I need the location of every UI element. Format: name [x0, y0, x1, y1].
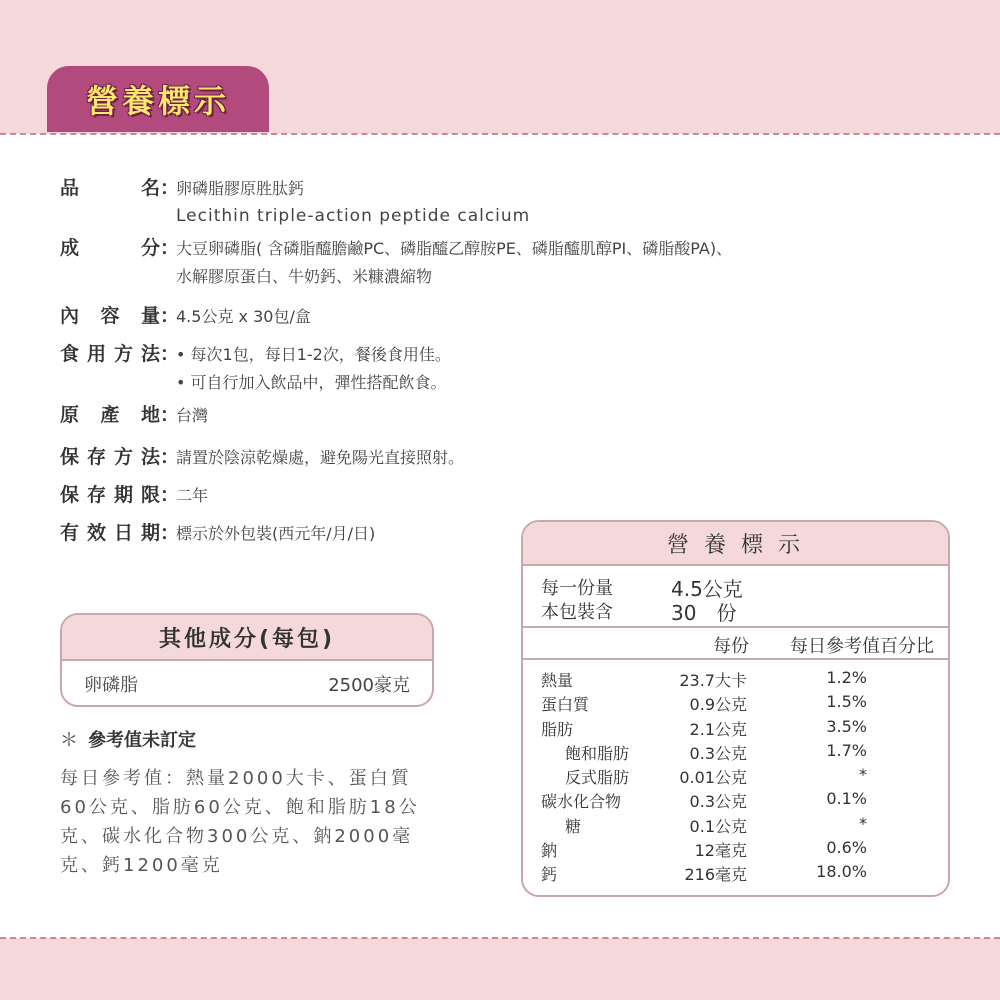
info-value-line: 水解膠原蛋白、牛奶鈣、米糠濃縮物 [176, 267, 433, 286]
info-row [60, 521, 375, 546]
info-value [176, 236, 732, 292]
nutrient-daily-value: * [859, 813, 867, 833]
info-value [176, 304, 311, 329]
nutrient-per-serving: 2.1公克 [689, 719, 747, 739]
nutrient-daily-value: 18.0% [816, 862, 867, 882]
other-ingredients-row [62, 661, 432, 707]
nutrient-per-serving: 216毫克 [684, 865, 747, 885]
pack-label: 本包裝含 [541, 602, 613, 623]
nutrient-name: 鈉 [541, 841, 558, 861]
nutrient-per-serving: 0.3公克 [689, 792, 747, 812]
info-label: 品 名 [60, 177, 160, 199]
info-label: 保 存 期 限 [60, 484, 160, 506]
nutrient-daily-value: 3.5% [826, 716, 867, 736]
info-label: 內 容 量 [60, 305, 160, 327]
note-title [60, 726, 196, 752]
nutrition-row [523, 666, 948, 690]
nutrient-name: 碳水化合物 [541, 792, 622, 812]
nutrition-row [523, 812, 948, 836]
info-row [60, 342, 451, 398]
nutrient-per-serving: 0.1公克 [689, 816, 747, 836]
info-value-line: 標示於外包裝(西元年/月/日) [176, 524, 376, 543]
serving-label: 每一份量 [541, 578, 613, 599]
info-value-line: • 可自行加入飲品中，彈性搭配飲食。 [176, 373, 447, 392]
divider-bottom [0, 937, 1000, 939]
col-daily-value: 每日參考值百分比 [790, 636, 934, 657]
other-item-name: 卵磷脂 [84, 675, 138, 696]
note-body: 每日參考值：熱量2000大卡、蛋白質60公克、脂肪60公克、飽和脂肪18公克、碳水化合物300公克、鈉2000毫克、鈣1200毫克 [60, 768, 420, 876]
nutrition-row [523, 860, 948, 884]
info-value-line: 大豆卵磷脂( 含磷脂醯膽鹼PC、磷脂醯乙醇胺PE、磷脂醯肌醇PI、磷脂酸PA)、 [176, 239, 733, 258]
info-value-line: 台灣 [176, 406, 209, 425]
info-value-line: 請置於陰涼乾燥處，避免陽光直接照射。 [176, 448, 465, 467]
nutrition-column-headers [523, 628, 948, 660]
nutrient-name: 鈣 [541, 865, 558, 885]
nutrition-title: 營 養 標 示 [523, 522, 948, 566]
info-value-line: Lecithin triple-action peptide calcium [176, 206, 531, 226]
nutrient-name: 糖 [565, 816, 582, 836]
other-ingredients-box [60, 613, 434, 707]
other-item-amount: 2500豪克 [328, 675, 410, 696]
nutrition-table [521, 520, 950, 897]
header-tab [47, 66, 269, 132]
info-value-line: 卵磷脂膠原胜肽鈣 [176, 179, 305, 198]
nutrition-row [523, 763, 948, 787]
header-title: 營養標示 [85, 82, 230, 120]
info-value [176, 445, 464, 470]
info-value-line: 二年 [176, 486, 209, 505]
nutrition-row [523, 787, 948, 811]
info-colon: ： [160, 237, 180, 259]
asterisk-icon: ＊ [60, 730, 78, 751]
pack-value: 30 份 [671, 601, 737, 625]
info-colon: ： [160, 343, 180, 365]
info-label: 有 效 日 期 [60, 522, 160, 544]
nutrient-name: 蛋白質 [541, 695, 590, 715]
nutrient-name: 脂肪 [541, 719, 574, 739]
info-colon: ： [160, 404, 180, 426]
col-per-serving: 每份 [713, 636, 749, 657]
nutrition-rows [523, 660, 948, 885]
info-row [60, 236, 732, 292]
nutrient-per-serving: 0.01公克 [679, 768, 747, 788]
nutrient-daily-value: 1.2% [826, 668, 867, 687]
info-row [60, 483, 208, 508]
info-value [176, 521, 375, 546]
info-value [176, 483, 208, 508]
info-row [60, 304, 311, 329]
nutrient-daily-value: 0.6% [826, 838, 867, 858]
note-title-text: 參考值未訂定 [88, 730, 196, 751]
nutrient-daily-value: 1.7% [826, 740, 867, 760]
info-value [176, 342, 451, 398]
nutrient-daily-value: 1.5% [826, 692, 867, 712]
nutrient-name: 熱量 [541, 671, 574, 690]
nutrition-row [523, 690, 948, 714]
info-label: 成 分 [60, 237, 160, 259]
info-colon: ： [160, 446, 180, 468]
info-colon: ： [160, 522, 180, 544]
nutrition-row [523, 715, 948, 739]
nutrition-row [523, 836, 948, 860]
info-row [60, 445, 464, 470]
nutrition-row [523, 739, 948, 763]
info-row [60, 176, 530, 232]
nutrient-per-serving: 23.7大卡 [679, 671, 747, 690]
info-value [176, 403, 208, 428]
nutrient-daily-value: * [859, 765, 867, 785]
other-ingredients-title: 其他成分(每包) [62, 615, 432, 661]
nutrient-daily-value: 0.1% [826, 789, 867, 809]
info-label: 食 用 方 法 [60, 343, 160, 365]
nutrient-name: 飽和脂肪 [565, 743, 630, 763]
info-value-line: • 每次1包，每日1-2次，餐後食用佳。 [176, 345, 451, 364]
nutrient-name: 反式脂肪 [565, 768, 630, 788]
nutrient-per-serving: 0.9公克 [689, 695, 747, 715]
divider-top [0, 133, 1000, 135]
info-label: 保 存 方 法 [60, 446, 160, 468]
info-colon: ： [160, 305, 180, 327]
serving-info [523, 566, 948, 628]
info-value-line: 4.5公克 x 30包/盒 [176, 307, 311, 326]
info-row [60, 403, 208, 428]
info-colon: ： [160, 177, 180, 199]
info-colon: ： [160, 484, 180, 506]
info-value [176, 176, 530, 232]
info-label: 原 產 地 [60, 404, 160, 426]
serving-value: 4.5公克 [671, 577, 743, 601]
nutrient-per-serving: 0.3公克 [689, 743, 747, 763]
nutrient-per-serving: 12毫克 [694, 841, 747, 861]
